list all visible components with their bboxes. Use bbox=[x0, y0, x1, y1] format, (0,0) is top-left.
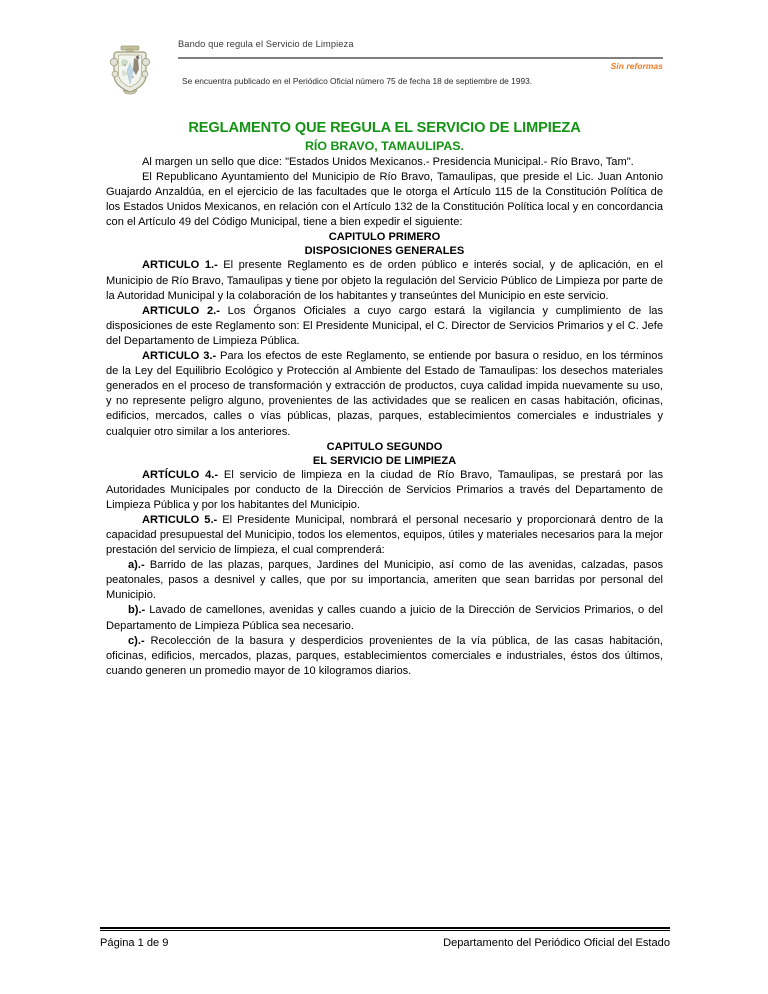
header-text-column bbox=[178, 38, 663, 87]
list-item-b-text: Lavado de camellones, avenidas y calles cuando a juicio de la Dirección de Servicios Primarios, o del Departamento de Limpieza Pública sea necesario. bbox=[106, 604, 663, 632]
list-item-b-label: b).- bbox=[128, 604, 146, 617]
article-1-text: El presente Reglamento es de orden público e interés social, y de aplicación, en el Municipio de Río Bravo, Tamaulipas y tiene por objeto la regulación del Servicio Público de Limpieza por parte de la Autoridad Municipal y la colaboración de los habitantes y transeúntes del Municipio en este servicio. bbox=[106, 259, 663, 302]
footer-divider-thick bbox=[100, 927, 670, 929]
list-item-a-text: Barrido de las plazas, parques, Jardines del Municipio, así como de las avenidas, calzadas, pasos peatonales, pasos a desnivel y calles, que por su importancia, ameriten que sean barridas por personal del Municipio. bbox=[106, 559, 663, 602]
list-item-a-label: a).- bbox=[128, 559, 145, 572]
chapter-2-subheading: EL SERVICIO DE LIMPIEZA bbox=[312, 454, 457, 467]
chapter-2-heading: CAPITULO SEGUNDO bbox=[326, 440, 443, 453]
article-2 bbox=[106, 304, 663, 349]
article-5-label: ARTICULO 5.- bbox=[142, 513, 218, 526]
document-header bbox=[106, 38, 663, 102]
list-item-c bbox=[106, 634, 663, 679]
article-4 bbox=[106, 468, 663, 513]
page-subtitle: RÍO BRAVO, TAMAULIPAS. bbox=[304, 139, 464, 153]
article-3-label: ARTICULO 3.- bbox=[142, 350, 217, 363]
footer-department: Departamento del Periódico Oficial del Estado bbox=[443, 937, 670, 949]
article-2-text: Los Órganos Oficiales a cuyo cargo estará la vigilancia y cumplimiento de las disposiciones de este Reglamento son: El Presidente Municipal, el C. Director de Servicios Primarios y el C. Jefe del Departamento de Limpieza Pública. bbox=[106, 304, 663, 347]
article-1 bbox=[106, 258, 663, 303]
status-badge: Sin reformas bbox=[610, 61, 663, 71]
paragraph-preamble-1: Al margen un sello que dice: "Estados Unidos Mexicanos.- Presidencia Municipal.- Río Bravo, Tam". bbox=[142, 156, 634, 168]
article-5-text: El Presidente Municipal, nombrará el personal necesario y proporcionará dentro de la capacidad presupuestal del Municipio, todos los elementos, equipos, útiles y materiales necesarios para la mejor prestación del servicio de limpieza, el cual comprenderá: bbox=[106, 513, 663, 557]
page-number: Página 1 de 9 bbox=[100, 937, 169, 949]
paragraph-preamble-2: El Republicano Ayuntamiento del Municipio de Río Bravo, Tamaulipas, que preside el Lic. Juan Antonio Guajardo Anzaldúa, en el ejercicio de las facultades que le otorga el Artículo 115 de la Constitución Política de los Estados Unidos Mexicanos, en relación con el Artículo 132 de la Constitución Política local y en concordancia con el Artículo 49 del Código Municipal, tiene a bien expedir el siguiente: bbox=[106, 171, 663, 229]
list-item-b bbox=[106, 603, 663, 633]
list-item-c-label: c).- bbox=[128, 634, 145, 647]
document-footer bbox=[100, 927, 670, 949]
footer-divider-thin bbox=[100, 930, 670, 931]
header-divider bbox=[178, 57, 663, 59]
publication-note: Se encuentra publicado en el Periódico Oficial número 75 de fecha 18 de septiembre de 1993. bbox=[182, 76, 533, 86]
header-document-title: Bando que regula el Servicio de Limpieza bbox=[178, 39, 354, 49]
chapter-1-subheading: DISPOSICIONES GENERALES bbox=[304, 245, 465, 258]
article-1-label: ARTICULO 1.- bbox=[142, 259, 218, 272]
list-item-a bbox=[106, 558, 663, 603]
article-5 bbox=[106, 513, 663, 558]
coat-of-arms-icon bbox=[108, 44, 152, 96]
list-item-c-text: Recolección de la basura y desperdicios provenientes de la vía pública, de las casas habitación, oficinas, edificios, mercados, plazas, parques, establecimientos comerciales e industriales, éstos dos últimos, cuando generen un promedio mayor de 10 kilogramos diarios. bbox=[106, 634, 663, 677]
article-4-text: El servicio de limpieza en la ciudad de Río Bravo, Tamaulipas, se prestará por las Autoridades Municipales por conducto de la Dirección de Servicios Primarios a través del Departamento de Limpieza Pública y por los habitantes del Municipio. bbox=[106, 468, 664, 511]
document-content bbox=[106, 119, 663, 679]
article-4-label: ARTÍCULO 4.- bbox=[142, 468, 219, 481]
article-2-label: ARTICULO 2.- bbox=[142, 304, 220, 317]
article-3-text: Para los efectos de este Reglamento, se entiende por basura o residuo, en los términos de la Ley del Equilibrio Ecológico y Protección al Ambiente del Estado de Tamaulipas: los desechos materiales generados en el proceso de transformación y extracción de productos, cuya calidad impida nuevamente su uso, y no represente peligro alguno, provenientes de las actividades que se realicen en casas habitación, oficinas, edificios, mercados, calles o vías públicas, plazas, parques, establecimientos comerciales e industriales y cualquier otro similar a los anteriores. bbox=[106, 350, 663, 438]
article-3 bbox=[106, 349, 663, 440]
page-title: REGLAMENTO QUE REGULA EL SERVICIO DE LIMPIEZA bbox=[188, 120, 581, 136]
chapter-1-heading: CAPITULO PRIMERO bbox=[328, 231, 441, 244]
footer-row bbox=[100, 937, 670, 949]
